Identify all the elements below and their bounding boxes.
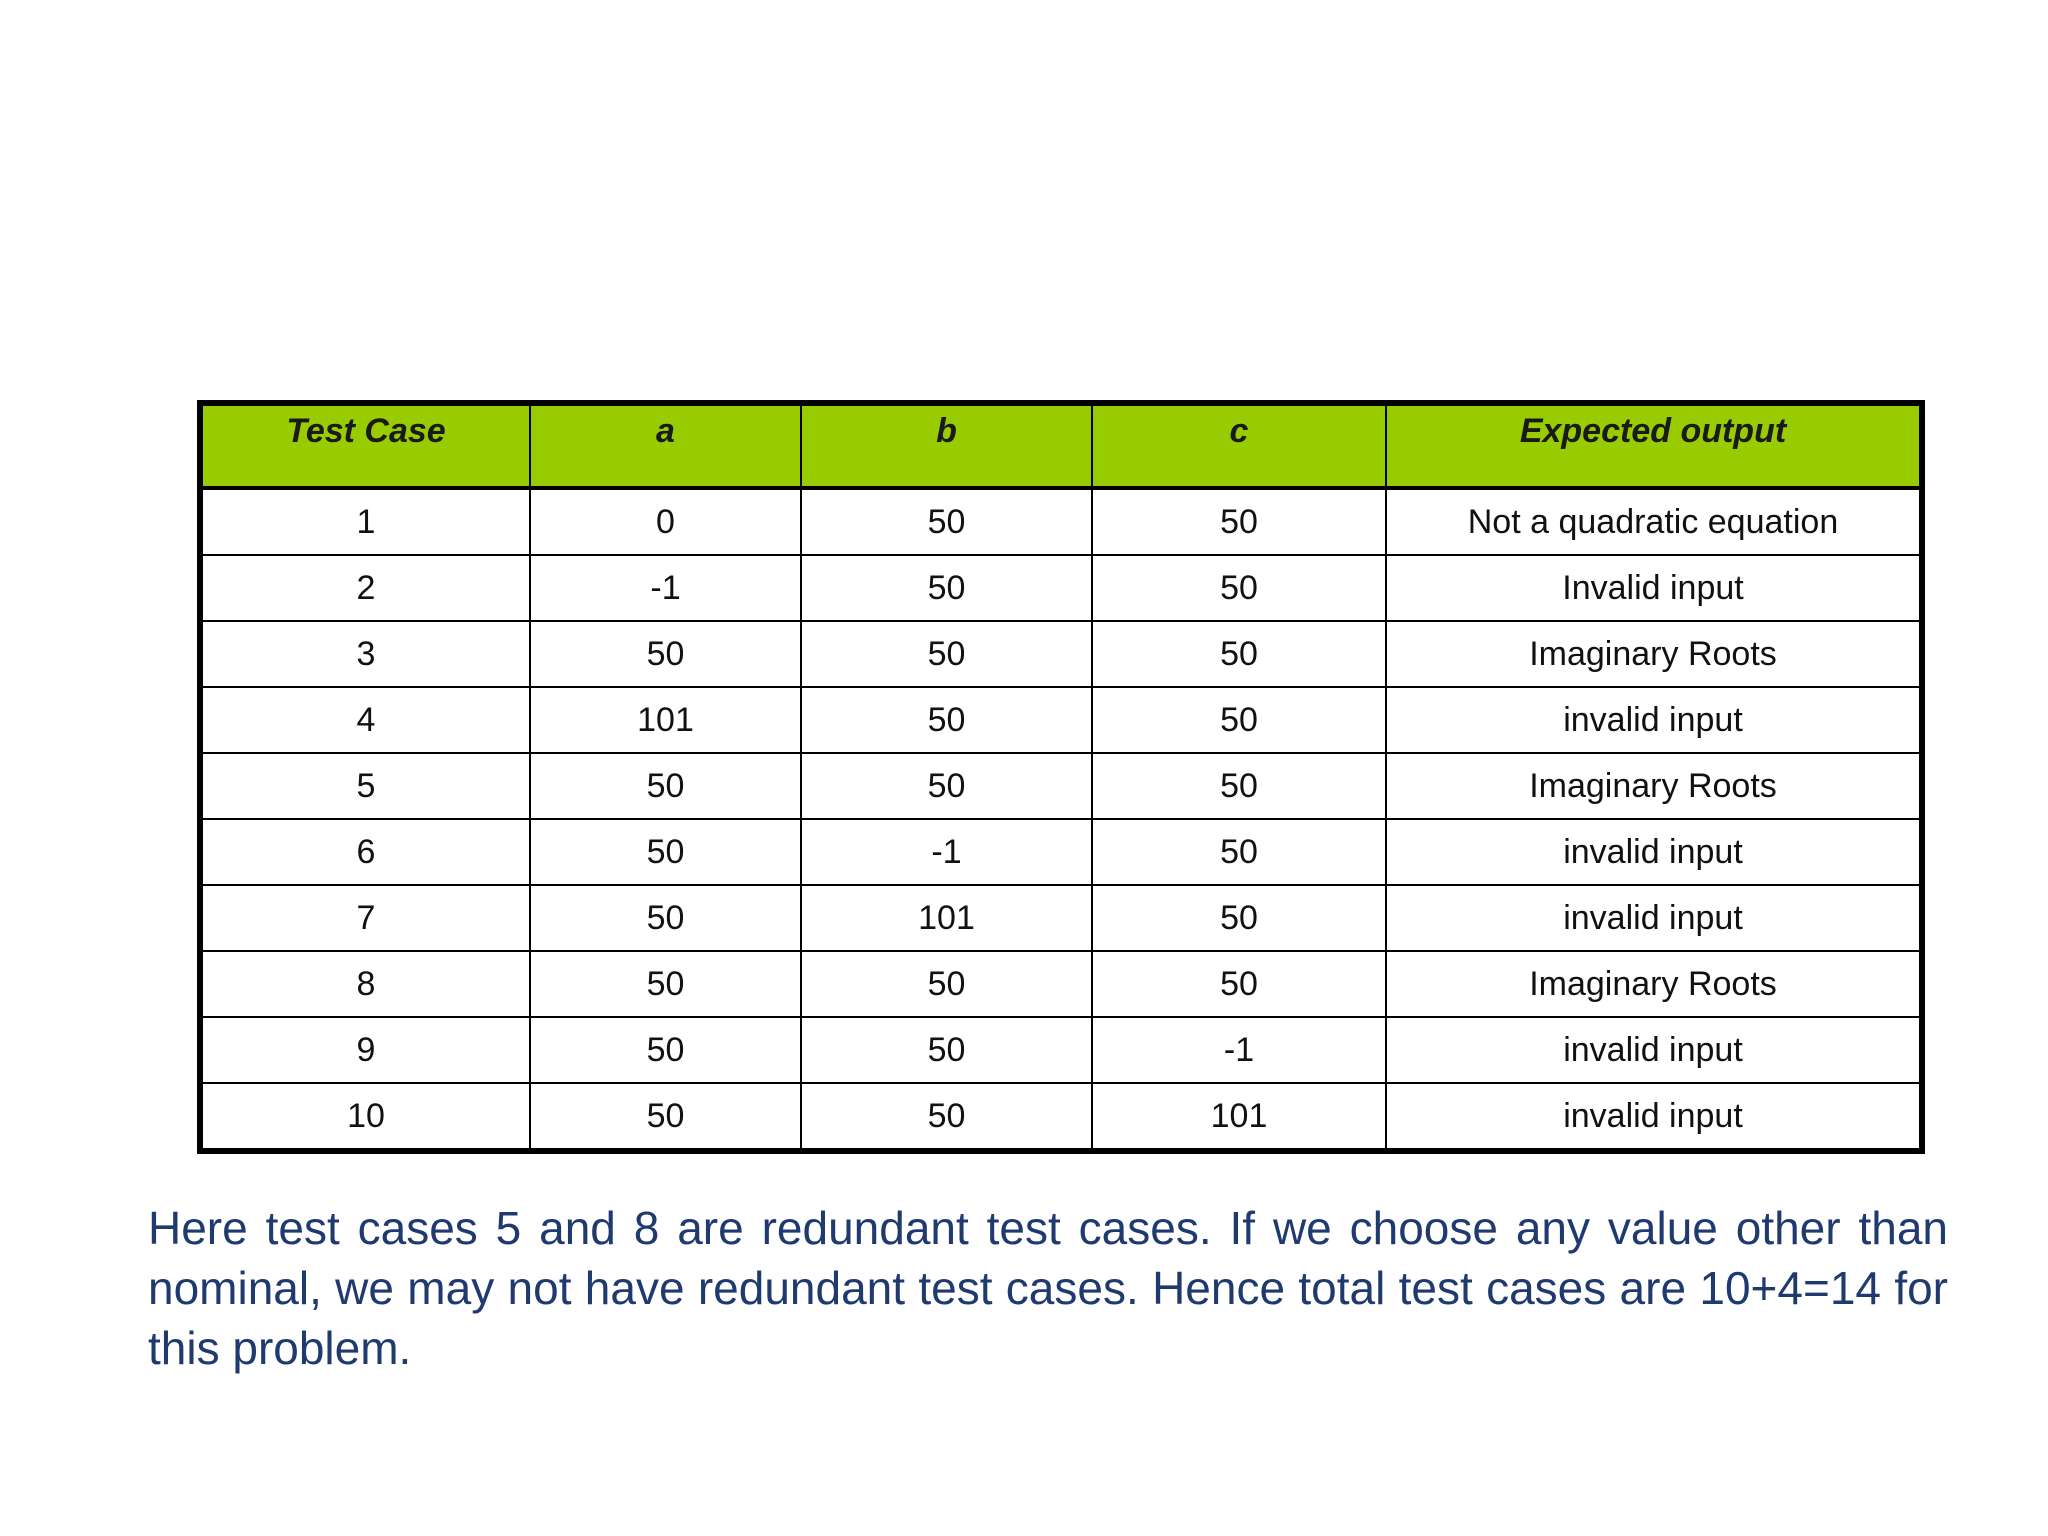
cell-test-case: 2 (200, 555, 530, 621)
cell-c: 50 (1092, 488, 1386, 555)
test-case-table (197, 400, 1925, 1154)
table-row (200, 951, 1922, 1017)
cell-a: 50 (530, 951, 801, 1017)
cell-a: 50 (530, 753, 801, 819)
cell-a: 50 (530, 885, 801, 951)
cell-a: 0 (530, 488, 801, 555)
cell-b: -1 (801, 819, 1092, 885)
cell-b: 50 (801, 1017, 1092, 1083)
cell-expected-output: invalid input (1386, 819, 1922, 885)
cell-b: 50 (801, 621, 1092, 687)
cell-expected-output: Imaginary Roots (1386, 621, 1922, 687)
cell-c: 50 (1092, 885, 1386, 951)
table-row (200, 753, 1922, 819)
explanation-paragraph: Here test cases 5 and 8 are redundant test cases. If we choose any value other than nominal, we may not have redundant test cases. Hence total test cases are 10+4=14 for this problem. (148, 1202, 1948, 1374)
table-row (200, 621, 1922, 687)
cell-a: 50 (530, 621, 801, 687)
cell-c: 101 (1092, 1083, 1386, 1151)
cell-test-case: 6 (200, 819, 530, 885)
cell-expected-output: Imaginary Roots (1386, 753, 1922, 819)
cell-test-case: 4 (200, 687, 530, 753)
table-header (200, 403, 1922, 488)
cell-b: 101 (801, 885, 1092, 951)
cell-b: 50 (801, 687, 1092, 753)
cell-c: 50 (1092, 555, 1386, 621)
cell-b: 50 (801, 488, 1092, 555)
cell-expected-output: invalid input (1386, 687, 1922, 753)
header-c: c (1092, 403, 1386, 488)
cell-a: 50 (530, 819, 801, 885)
table-row (200, 885, 1922, 951)
header-a: a (530, 403, 801, 488)
cell-a: 101 (530, 687, 801, 753)
cell-expected-output: Invalid input (1386, 555, 1922, 621)
cell-a: 50 (530, 1017, 801, 1083)
cell-c: 50 (1092, 951, 1386, 1017)
cell-b: 50 (801, 753, 1092, 819)
header-row (200, 403, 1922, 488)
table-row (200, 1083, 1922, 1151)
cell-c: 50 (1092, 819, 1386, 885)
table-row (200, 687, 1922, 753)
cell-a: -1 (530, 555, 801, 621)
cell-test-case: 8 (200, 951, 530, 1017)
table-row (200, 819, 1922, 885)
cell-b: 50 (801, 555, 1092, 621)
table-row (200, 555, 1922, 621)
cell-expected-output: invalid input (1386, 1017, 1922, 1083)
cell-test-case: 9 (200, 1017, 530, 1083)
cell-test-case: 10 (200, 1083, 530, 1151)
cell-test-case: 5 (200, 753, 530, 819)
cell-expected-output: invalid input (1386, 1083, 1922, 1151)
cell-b: 50 (801, 1083, 1092, 1151)
test-case-table-container (197, 400, 1919, 1154)
table-row (200, 1017, 1922, 1083)
cell-b: 50 (801, 951, 1092, 1017)
cell-test-case: 1 (200, 488, 530, 555)
cell-expected-output: Not a quadratic equation (1386, 488, 1922, 555)
cell-c: -1 (1092, 1017, 1386, 1083)
cell-c: 50 (1092, 621, 1386, 687)
cell-test-case: 7 (200, 885, 530, 951)
table-row (200, 488, 1922, 555)
header-test-case: Test Case (200, 403, 530, 488)
cell-test-case: 3 (200, 621, 530, 687)
cell-a: 50 (530, 1083, 801, 1151)
cell-expected-output: Imaginary Roots (1386, 951, 1922, 1017)
header-b: b (801, 403, 1092, 488)
header-expected-output: Expected output (1386, 403, 1922, 488)
cell-expected-output: invalid input (1386, 885, 1922, 951)
cell-c: 50 (1092, 753, 1386, 819)
table-body (200, 488, 1922, 1151)
cell-c: 50 (1092, 687, 1386, 753)
